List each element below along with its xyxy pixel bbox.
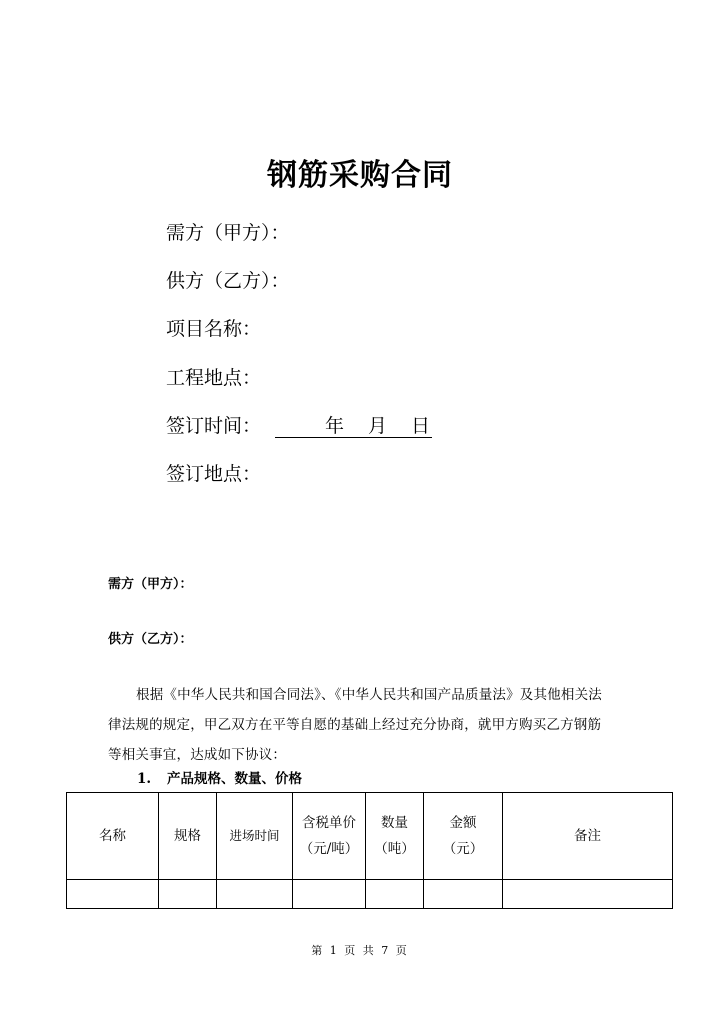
date-day: 日 xyxy=(411,415,431,437)
header-name: 名称 xyxy=(67,793,159,880)
table-cell[interactable] xyxy=(159,880,217,909)
table-cell[interactable] xyxy=(366,880,424,909)
sign-date-blank xyxy=(275,415,432,438)
party-buyer: 需方（甲方）： xyxy=(108,577,193,592)
party-supplier: 供方（乙方）： xyxy=(108,632,193,647)
product-table xyxy=(66,792,673,909)
section-number: 1. xyxy=(137,771,152,787)
header-spec: 规格 xyxy=(159,793,217,880)
header-unit-price: 含税单价 （元/吨） xyxy=(293,793,366,880)
table-cell[interactable] xyxy=(67,880,159,909)
table-row xyxy=(67,880,673,909)
intro-paragraph: 根据《中华人民共和国合同法》、《中华人民共和国产品质量法》及其他相关法律法规的规定，甲乙双方在平等自愿的基础上经过充分协商，就甲方购买乙方钢筋等相关事宜，达成如下协议： xyxy=(108,687,602,763)
section-heading xyxy=(137,767,302,787)
table-header-row xyxy=(67,793,673,880)
table-cell[interactable] xyxy=(424,880,503,909)
cover-supplier-label: 供方（乙方）： xyxy=(166,270,290,292)
page-title: 钢筋采购合同 xyxy=(267,158,453,193)
cover-sign-time xyxy=(166,414,432,438)
header-remark: 备注 xyxy=(503,793,673,880)
date-year: 年 xyxy=(325,415,345,437)
cover-project-label: 项目名称： xyxy=(166,318,262,340)
header-entry-time: 进场时间 xyxy=(217,793,293,880)
section-title: 产品规格、数量、价格 xyxy=(167,771,302,787)
date-month: 月 xyxy=(368,415,388,437)
table-cell[interactable] xyxy=(217,880,293,909)
sign-time-label: 签订时间： xyxy=(166,415,262,437)
table-cell[interactable] xyxy=(293,880,366,909)
header-quantity: 数量 （吨） xyxy=(366,793,424,880)
cover-sign-place-label: 签订地点： xyxy=(166,463,262,485)
cover-buyer-label: 需方（甲方）： xyxy=(166,222,290,244)
cover-site-label: 工程地点： xyxy=(166,367,262,389)
page-footer: 第 1 页 共 7 页 xyxy=(311,944,409,957)
header-amount: 金额 （元） xyxy=(424,793,503,880)
table-cell[interactable] xyxy=(503,880,673,909)
